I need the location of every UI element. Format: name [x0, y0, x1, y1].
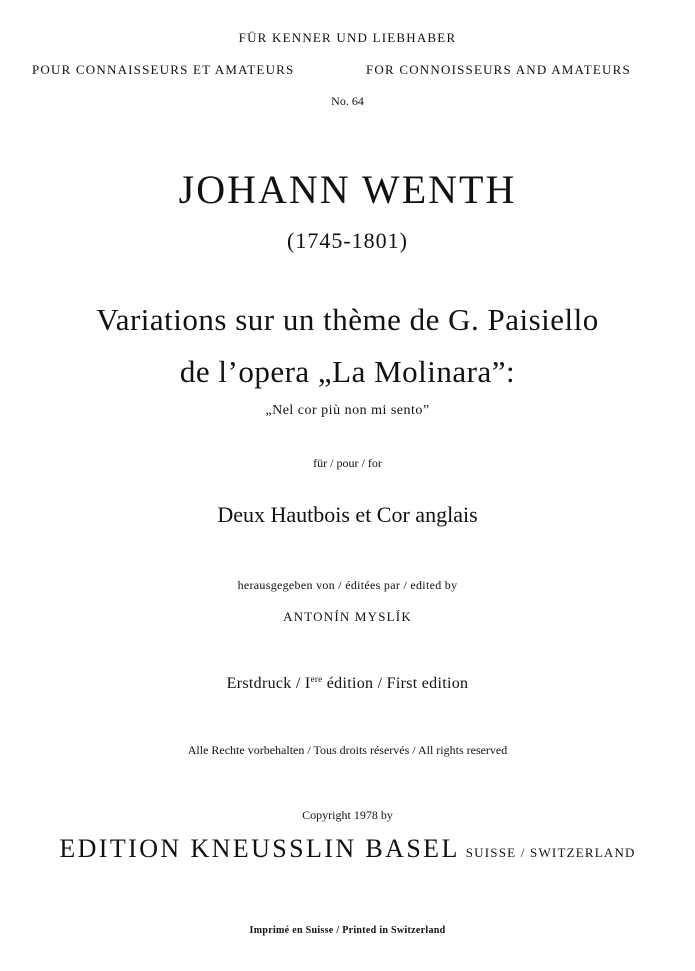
rights-notice: Alle Rechte vorbehalten / Tous droits réservés / All rights reserved	[187, 743, 508, 757]
edition-note-end: édition / First edition	[322, 675, 469, 692]
publisher-name: EDITION KNEUSSLIN BASEL	[59, 834, 460, 863]
composer-name: JOHANN WENTH	[178, 167, 517, 212]
series-title-english: FOR CONNOISSEURS AND AMATEURS	[366, 62, 631, 77]
for-label: für / pour / for	[313, 456, 382, 470]
edited-by-label: herausgegeben von / éditées par / edited by	[237, 578, 458, 592]
publisher-country: SUISSE / SWITZERLAND	[465, 845, 636, 860]
series-title-french: POUR CONNAISSEURS ET AMATEURS	[32, 62, 295, 77]
edition-note	[0, 674, 695, 693]
edition-note-superscript: ere	[310, 674, 323, 684]
copyright-line: Copyright 1978 by	[302, 808, 393, 822]
printed-in-note: Imprimé en Suisse / Printed in Switzerland	[249, 925, 446, 936]
work-incipit: „Nel cor più non mi sento”	[265, 403, 430, 418]
series-number: No. 64	[331, 94, 364, 108]
composer-dates: (1745-1801)	[287, 228, 408, 253]
work-title-line1: Variations sur un thème de G. Paisiello	[96, 302, 599, 337]
publisher-line	[0, 834, 695, 864]
edition-note-start: Erstdruck / I	[226, 675, 311, 692]
instrumentation: Deux Hautbois et Cor anglais	[217, 502, 478, 527]
work-title-line2: de l’opera „La Molinara”:	[179, 354, 516, 389]
editor-name: ANTONÍN MYSLÍK	[283, 609, 412, 624]
series-title-german: FÜR KENNER UND LIEBHABER	[238, 30, 457, 45]
